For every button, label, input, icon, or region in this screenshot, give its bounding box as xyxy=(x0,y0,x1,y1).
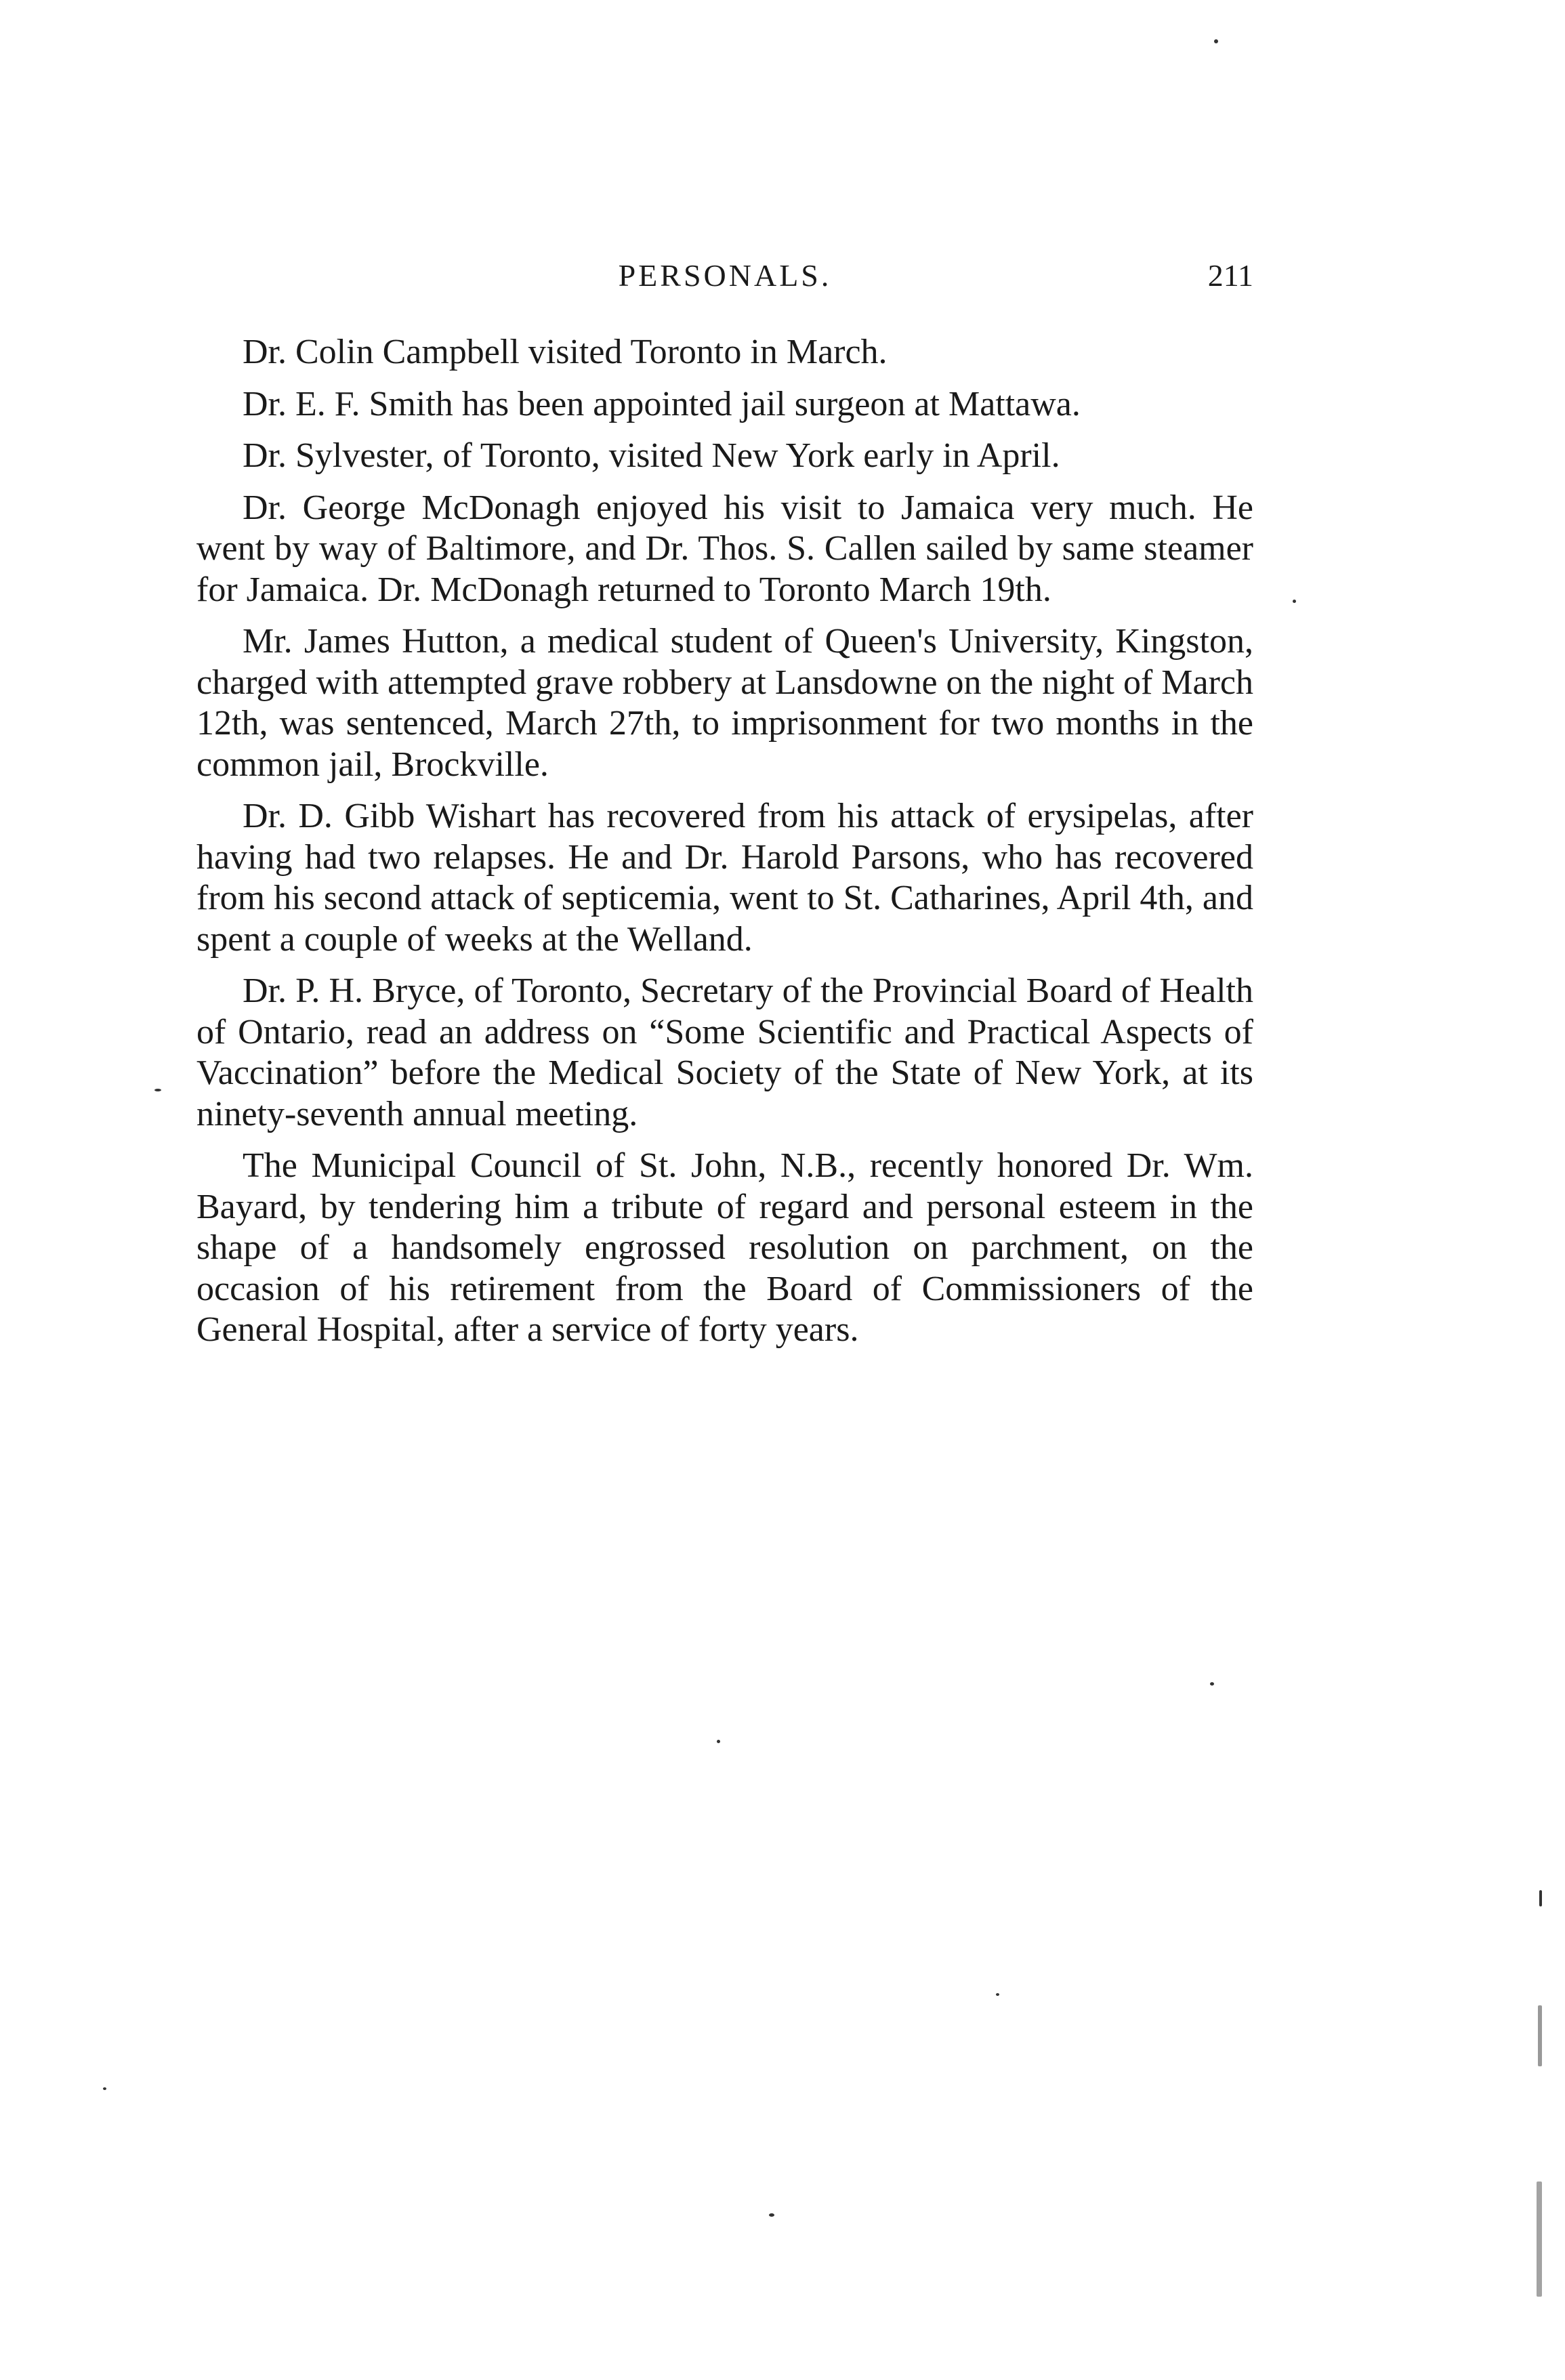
running-head xyxy=(196,257,1253,305)
scan-speck xyxy=(1214,39,1218,43)
paragraph-bryce: Dr. P. H. Bryce, of Toronto, Secretary of the Provincial Board of Health of Ontario, read an address on “Some Scientific and Practical Aspects of Vaccination” before the Medical Society of the State of New York, at its ninety-seventh annual meeting. xyxy=(196,972,1253,1133)
paragraph-mcdonagh: Dr. George McDonagh enjoyed his visit to Jamaica very much. He went by way of Baltimore, and Dr. Thos. S. Callen sailed by same steamer for Jamaica. Dr. McDonagh returned to Toronto March 19th. xyxy=(196,488,1253,609)
scan-speck xyxy=(1537,2181,1542,2297)
scan-speck xyxy=(1538,2005,1542,2066)
paragraph-sylvester: Dr. Sylvester, of Toronto, visited New York early in April. xyxy=(243,436,1060,475)
page-number: 211 xyxy=(1207,258,1253,293)
running-title: PERSONALS. xyxy=(618,258,832,293)
scan-speck xyxy=(996,1993,999,1996)
scan-speck xyxy=(1293,600,1296,603)
scan-speck xyxy=(1210,1682,1214,1686)
paragraph-campbell: Dr. Colin Campbell visited Toronto in March. xyxy=(243,333,888,371)
scan-speck xyxy=(769,2213,774,2217)
scan-speck xyxy=(154,1089,161,1091)
article-body xyxy=(196,332,1253,1362)
scan-speck xyxy=(1539,1890,1542,1906)
scan-speck xyxy=(103,2087,106,2090)
paragraph-hutton: Mr. James Hutton, a medical student of Queen's University, Kingston, charged with attempted grave robbery at Lansdowne on the night of March 12th, was sentenced, March 27th, to imprisonment for two months in the common jail, Brockville. xyxy=(196,622,1253,784)
paragraph-bayard: The Municipal Council of St. John, N.B., recently honored Dr. Wm. Bayard, by tendering him a tribute of regard and personal esteem in the shape of a handsomely engrossed resolution on parchment, on the occasion of his retirement from the Board of Commissioners of the General Hospital, after a service of forty years. xyxy=(196,1146,1253,1349)
scan-speck xyxy=(717,1740,720,1743)
paragraph-wishart: Dr. D. Gibb Wishart has recovered from his attack of erysipelas, after having had two relapses. He and Dr. Harold Parsons, who has recovered from his second attack of septicemia, went to St. Catharines, April 4th, and spent a couple of weeks at the Welland. xyxy=(196,797,1253,959)
paragraph-smith: Dr. E. F. Smith has been appointed jail surgeon at Mattawa. xyxy=(243,384,1081,423)
